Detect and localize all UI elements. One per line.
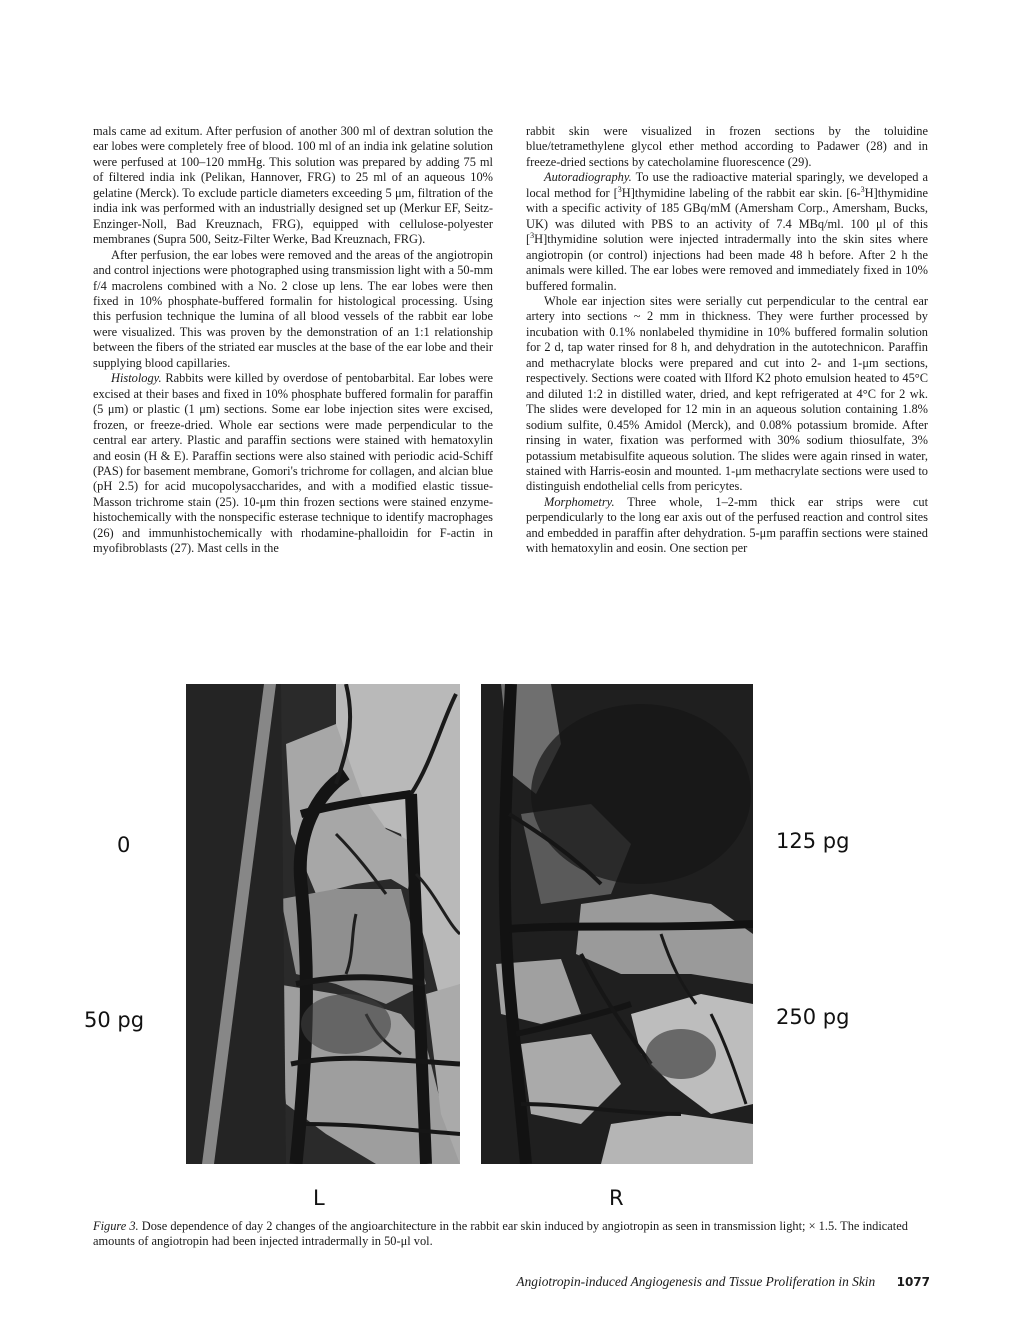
ear-photo-left-panel [186, 684, 460, 1164]
dose-label-250pg: 250 pg [776, 1005, 850, 1029]
right-paragraph-4 [526, 495, 928, 557]
autoradiography-text-b: H]thymidine labeling of the rabbit ear skin. [6- [621, 185, 861, 200]
right-paragraph-3: Whole ear injection sites were serially cut perpendicular to the central ear artery into sections ~ 2 mm in thickness. They were further processed by incubation with 0.1% nonlabeled thymidine in 10% buffered formalin solution for 2 d, tap water rinsed for 8 h, and dehydration in the autotechnicon. Paraffin and methacrylate blocks were prepared and cut into 2- and 1-μm sections, respectively. Sections were coated with Ilford K2 photo emulsion heated to 45°C and diluted 1:2 in distilled water, dried, and kept refrigerated at 4°C for 2 wk. The slides were developed for 12 min in an aqueous solution containing 1.8% sodium sulfite, 0.45% Amidol (Merck), and 0.08% potassium bromide. After rinsing in water, fixation was performed with 30% sodium thiosulfate, 3% potassium metabisulfite aqueous solution. The slides were again rinsed in water, stained with Harris-eosin and mounted. 1-μm methacrylate sections were used to distinguish endothelial cells from pericytes. [526, 293, 928, 494]
morphometry-text: Three whole, 1–2-mm thick ear strips were cut perpendicularly to the long ear axis out of the perfused reaction and control sites and embedded in paraffin after dehydration. 5-μm paraffin sections were stained with hematoxylin and eosin. One section per [526, 494, 929, 556]
ear-vasculature-image-right [481, 684, 753, 1164]
right-paragraph-2 [526, 170, 928, 294]
page-footer [475, 1274, 930, 1290]
ear-photo-right-panel [481, 684, 753, 1164]
dose-label-0: 0 [117, 833, 131, 857]
histology-text: Rabbits were killed by overdose of pentobarbital. Ear lobes were excised at their bases and fixed in 10% phosphate buffered formalin for paraffin (5 μm) or plastic (1 μm) sections. Some ear lobe injection sites were excised, frozen, or freeze-dried. Whole ear sections were made perpendicular to the central ear artery. Plastic and paraffin sections were stained with hematoxylin and eosin (H & E). Paraffin sections were also stained with periodic acid-Schiff (PAS) for basement membrane, Gomori's trichrome for collagen, and alcian blue (pH 2.5) for acid mucopolysaccharides, and with a modified elastic tissue-Masson trichrome stain (25). 10-μm thin frozen sections were stained enzyme-histochemically with the nonspecific esterase technique to identify macrophages (26) and immunhistochemically with rhodamine-phalloidin for F-actin in myofibroblasts (27). Mast cells in the [93, 371, 493, 556]
running-title: Angiotropin-induced Angiogenesis and Tissue Proliferation in Skin [516, 1274, 876, 1289]
superscript-3: 3 [617, 184, 622, 194]
panel-label-left: L [313, 1186, 325, 1210]
left-paragraph-3 [93, 371, 493, 556]
panel-label-right: R [609, 1186, 624, 1210]
left-paragraph-1: mals came ad exitum. After perfusion of another 300 ml of dextran solution the ear lobes were completely free of blood. 100 ml of an india ink gelatine solution were perfused at 100–120 mmHg. This solution was prepared by adding 75 ml of filtered india ink (Pelikan, Hannover, FRG) to 25 ml of an aqueous 10% gelatine (Merck). To exclude particle diameters exceeding 5 μm, filtration of the india ink was performed with an industrially designed set up (Merkur EF, Seitz-Enzinger-Noll, Bad Kreuznach, FRG), equipped with cellulose-polyester membranes (Supra 500, Seitz-Filter Werke, Bad Kreuznach, FRG). [93, 124, 493, 247]
superscript-3: 3 [860, 184, 865, 194]
right-text-column [526, 124, 928, 557]
dose-label-125pg: 125 pg [776, 829, 850, 853]
right-paragraph-1: rabbit skin were visualized in frozen sections by the toluidine blue/tetramethylene glycol ether method according to Padawer (28) and in freeze-dried sections by catecholamine fluorescence (29). [526, 124, 928, 169]
figure-caption-label: Figure 3. [93, 1219, 139, 1233]
autoradiography-text-a: To use the radioactive material sparingly, we developed a local method for [ [526, 170, 929, 200]
morphometry-heading: Morphometry. [544, 494, 615, 509]
autoradiography-text-d: H]thymidine solution were injected intradermally into the skin sites where angiotropin (or control) injections had been made 48 h before. After 2 h the animals were killed. The ear lobes were removed and immediately fixed in 10% buffered formalin. [526, 232, 928, 293]
autoradiography-heading: Autoradiography. [544, 170, 632, 185]
page-number: 1077 [896, 1275, 930, 1289]
left-text-column [93, 124, 493, 557]
figure-caption [93, 1219, 929, 1250]
ear-vasculature-image-left [186, 684, 460, 1164]
histology-heading: Histology. [111, 371, 162, 386]
superscript-3: 3 [530, 231, 535, 241]
autoradiography-text-c: H]thymidine with a specific activity of 185 GBq/mM (Amersham Corp., Amersham, Bucks, UK) was diluted with PBS to an activity of 7.4 MBq/ml. 100 μl of this [ [526, 185, 928, 247]
figure-caption-text: Dose dependence of day 2 changes of the angioarchitecture in the rabbit ear skin induced by angiotropin as seen in transmission light; × 1.5. The indicated amounts of angiotropin had been injected intradermally in 50-μl vol. [93, 1219, 908, 1249]
left-paragraph-2: After perfusion, the ear lobes were removed and the areas of the angiotropin and control injections were photographed using transmission light with a 50-mm f/4 macrolens combined with a No. 2 close up lens. The ear lobes were then fixed in 10% phosphate-buffered formalin for histological processing. Using this perfusion technique the lumina of all blood vessels of the rabbit ear lobe were visualized. This was proven by the demonstration of an 1:1 relationship between the fibers of the striated ear muscles at the base of the ear lobe and their supplying blood capillaries. [93, 247, 493, 370]
dose-label-50pg: 50 pg [84, 1008, 145, 1032]
